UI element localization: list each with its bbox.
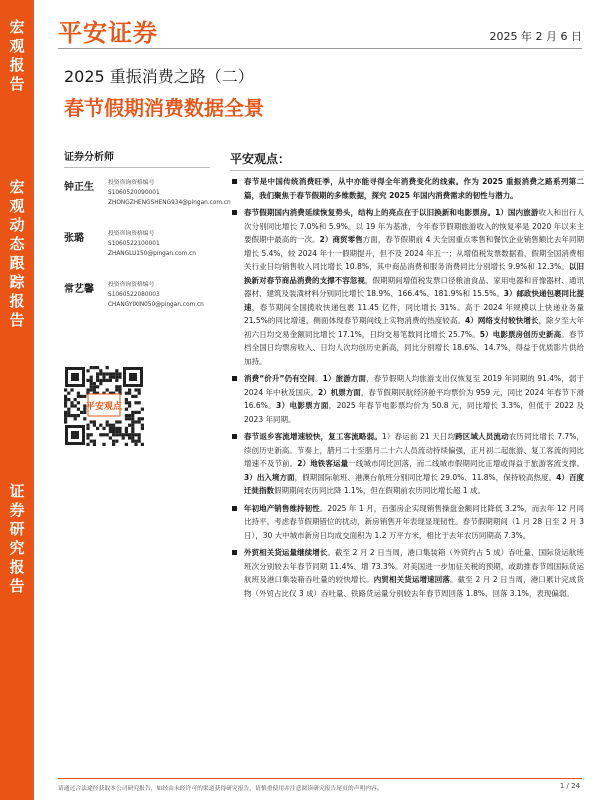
qr-module <box>138 417 141 420</box>
emphasis-text: 5）电影票房创历史新高 <box>479 329 562 339</box>
qr-module <box>138 436 141 439</box>
analyst-email: ZHONGZHENGSHENG934@pingan.com.cn <box>108 200 231 206</box>
body-text: 。2025 年 1 月，百强房企实现销售操盘金额同比降低 3.2%，而去年 12 月同比持平。考虑春节假期错位的扰动，新房销售开年表现显现韧性。春节假期期间（1 月 28 日至 2 月 3 日），30 大中城市新房日均成交面积为 1.2 万平方米，相比于去年农历同期高 7.3%。 <box>244 503 585 540</box>
qr-module <box>131 417 134 420</box>
bullet-icon <box>232 506 237 511</box>
qr-module <box>131 430 134 433</box>
qr-module <box>118 427 121 430</box>
qr-module <box>86 436 89 439</box>
qr-module <box>125 392 128 395</box>
company-logo: 平安证券 <box>58 18 158 47</box>
qr-module <box>112 424 115 427</box>
qr-module <box>93 382 96 385</box>
qr-module <box>99 424 102 427</box>
qr-module <box>125 433 128 436</box>
qr-module <box>77 401 80 404</box>
qr-module <box>128 388 131 391</box>
qr-module <box>90 388 93 391</box>
emphasis-text: 春节假期国内消费延续恢复势头，结构上的亮点在于以旧换新和电影票房。 <box>244 208 496 217</box>
qr-module <box>115 430 118 433</box>
qr-module <box>125 417 128 420</box>
body-text: 。春节档全国日均票房收入、日均人次均创历史新高，同比分别增长 18.6%、14.7%，得益于优质影片供给加持。 <box>244 329 585 366</box>
qr-module <box>131 411 134 414</box>
qr-module <box>93 385 96 388</box>
qr-module <box>109 430 112 433</box>
qr-module <box>96 366 99 369</box>
analyst-qualification-label: 投资咨询资格编号 <box>108 231 155 237</box>
qr-center-label: 平安观点 <box>85 402 123 412</box>
viewpoint-heading: 平安观点： <box>230 150 584 171</box>
footer-disclaimer: 请通过合法途径获取本公司研究报告，如经由未经许可的渠道获得研究报告，请慎重使用并注意阅读研究报告尾页的声明内容。 <box>58 786 383 792</box>
qr-module <box>106 366 109 369</box>
qr-module <box>125 427 128 430</box>
qr-module <box>134 401 137 404</box>
analyst-entry <box>64 229 210 269</box>
qr-module <box>128 414 131 417</box>
report-category-label: 宏观报告 <box>9 18 25 93</box>
viewpoint-paragraph <box>230 546 584 600</box>
body-text: 方面，春节假期前 4 天全国重点零售和餐饮企业销售额比去年同期增长 5.4%，较 2024 年十一假期提升，但不及 2024 年五一；从增值税发票数据看，假期全国消费相关行业日均销售收入同比增长 10.8%，其中商品消费和服务消费同比分别增长 9.9%和 12.3%。 <box>244 235 585 271</box>
qr-module <box>141 408 144 411</box>
bullet-icon <box>232 376 237 381</box>
qr-module <box>128 392 131 395</box>
qr-module <box>77 392 80 395</box>
qr-module <box>128 436 131 439</box>
qr-module <box>134 443 137 446</box>
qr-module <box>118 376 121 379</box>
qr-module <box>106 372 109 375</box>
qr-module <box>131 414 134 417</box>
qr-module <box>70 388 73 391</box>
qr-module <box>83 395 86 398</box>
qr-module <box>115 376 118 379</box>
footer-divider <box>58 778 582 779</box>
qr-module <box>125 443 128 446</box>
qr-module <box>86 427 89 430</box>
emphasis-text: 2）商贸零售 <box>319 235 363 244</box>
body-text: ，春节期间全国揽收快递包裹 11.45 亿件，同比增长 31%。高于 2024 年规模以上快递业务量 21.5%的同比增速，侧面体现春节期间线上实物消费的热度较高。 <box>244 302 584 325</box>
qr-module <box>93 420 96 423</box>
report-type-label: 宏观动态跟踪报告 <box>9 178 25 329</box>
qr-module <box>96 372 99 375</box>
qr-module <box>86 424 89 427</box>
qr-module <box>128 401 131 404</box>
analyst-panel <box>64 148 231 331</box>
qr-module <box>134 411 137 414</box>
qr-module <box>115 379 118 382</box>
emphasis-text: 以旧换新对春节商品消费的支撑不容忽视 <box>244 262 584 285</box>
qr-module <box>141 417 144 420</box>
analyst-name: 常艺馨 <box>64 284 94 295</box>
qr-module <box>109 376 112 379</box>
qr-module <box>128 404 131 407</box>
qr-module <box>86 379 89 382</box>
qr-module <box>115 440 118 443</box>
qr-module <box>109 424 112 427</box>
qr-module <box>138 420 141 423</box>
qr-module <box>125 408 128 411</box>
analyst-license-number: S1060522080003 <box>108 292 160 298</box>
emphasis-text: 2）机票方面 <box>318 387 361 397</box>
bullet-icon <box>232 210 237 215</box>
viewpoint-paragraphs <box>230 175 584 600</box>
qr-module <box>112 372 115 375</box>
qr-module <box>99 369 102 372</box>
body-text: ，假期期间增值税发票口径粮油食品、家用电器和音像器材、通讯器材、建筑及装潢材料分别同比增长 18.9%、166.4%、181.9%和 15.5%。 <box>244 275 585 298</box>
qr-module <box>125 401 128 404</box>
qr-module <box>96 385 99 388</box>
qr-module <box>99 379 102 382</box>
emphasis-text: 3）邮政快递包裹同比提速 <box>244 289 584 312</box>
qr-module <box>86 369 89 372</box>
qr-module <box>77 395 80 398</box>
body-text: ，除夕至大年初六日均交易金额同比增长 17.1%，日均交易笔数同比增长 25.7%。 <box>244 316 585 339</box>
body-text: ，春节假期民航经济舱平均票价为 959 元，同比 2024 年春节下滑 16.6%。 <box>244 387 585 410</box>
emphasis-text: 春节是中国传统消费旺季，从中亦能寻得全年消费变化的线索。作为 2025 重振消费之路系列第二篇，我们聚焦于春节假期的多维数据，探究 2025 年国内消费需求的韧性与潜力。 <box>244 177 584 200</box>
emphasis-text: 1）旅游方面 <box>322 374 367 383</box>
qr-module <box>115 420 118 423</box>
qr-module <box>90 366 93 369</box>
qr-module <box>122 436 125 439</box>
qr-module <box>115 433 118 436</box>
analyst-heading: 证券分析师 <box>64 148 210 168</box>
analyst-entry <box>64 280 210 320</box>
header-divider <box>58 48 582 49</box>
analyst-email: CHANGYIXIN050@pingan.com.cn <box>108 302 204 308</box>
qr-module <box>109 436 112 439</box>
viewpoint-paragraph <box>230 502 584 543</box>
qr-module <box>86 433 89 436</box>
qr-module <box>134 440 137 443</box>
emphasis-text: 1）国内旅游 <box>495 208 539 217</box>
qr-module <box>86 388 89 391</box>
qr-module <box>134 395 137 398</box>
qr-module <box>128 417 131 420</box>
emphasis-text: 外贸相关货运量继续增长 <box>244 548 328 557</box>
viewpoint-paragraph <box>230 206 584 368</box>
qr-module <box>118 385 121 388</box>
analyst-license-number: S1060520090001 <box>108 190 160 196</box>
qr-module <box>102 372 105 375</box>
emphasis-text: 4）百度迁徙指数 <box>244 472 584 495</box>
qr-module <box>64 417 67 420</box>
qr-module <box>131 424 134 427</box>
qr-module <box>112 433 115 436</box>
qr-module <box>96 379 99 382</box>
qr-module <box>115 385 118 388</box>
qr-module <box>131 436 134 439</box>
qr-module <box>112 430 115 433</box>
qr-module <box>131 440 134 443</box>
qr-module <box>96 427 99 430</box>
qr-module <box>70 414 73 417</box>
emphasis-text: 内贸相关货运增速回落 <box>373 575 451 584</box>
qr-module <box>74 417 77 420</box>
qr-module <box>93 366 96 369</box>
qr-module <box>134 433 137 436</box>
emphasis-text: 2）地铁客运量 <box>297 459 349 468</box>
qr-module <box>70 401 73 404</box>
qr-module <box>74 398 77 401</box>
qr-module <box>80 395 83 398</box>
qr-module <box>64 411 67 414</box>
qr-module <box>80 411 83 414</box>
qr-module <box>125 398 128 401</box>
report-title: 春节假期消费数据全景 <box>64 96 264 120</box>
analyst-name: 钟正生 <box>64 182 94 193</box>
qr-module <box>115 369 118 372</box>
qr-module <box>102 433 105 436</box>
qr-module <box>106 424 109 427</box>
qr-module <box>112 427 115 430</box>
qr-module <box>122 433 125 436</box>
qr-module <box>118 420 121 423</box>
qr-module <box>118 372 121 375</box>
qr-module <box>99 382 102 385</box>
qr-module <box>77 408 80 411</box>
body-text: 1）春运前 21 天日均 <box>381 432 456 441</box>
emphasis-text: 4）网络支付较快增长 <box>465 316 539 325</box>
qr-module <box>70 404 73 407</box>
qr-module <box>106 379 109 382</box>
sidebar <box>0 0 34 800</box>
page-number: 1 / 24 <box>559 782 580 790</box>
qr-module <box>74 404 77 407</box>
qr-module <box>109 379 112 382</box>
emphasis-text: 3）电影票方面 <box>276 401 329 410</box>
qr-module <box>141 427 144 430</box>
body-text: 农历同比增长 7.7%，续创历史新高。节奏上，腊月二十至腊月二十六人员流动持续偏强，正月初二起旅游、复工客流的同比增速不及节前。 <box>244 432 584 468</box>
qr-module <box>106 388 109 391</box>
research-report-label: 证券研究报告 <box>9 482 25 595</box>
qr-module <box>138 401 141 404</box>
analyst-license-number: S1060522100001 <box>108 241 160 247</box>
qr-module <box>125 430 128 433</box>
qr-module <box>67 411 70 414</box>
qr-module <box>138 440 141 443</box>
body-text: 。截至 2 月 2 日当周，港口累计完成货物（外贸占比仅 3 成）吞吐量、铁路货运量分别较去年春节周回落 1.8%、回落 3.1%，表现偏弱。 <box>244 575 584 598</box>
qr-module <box>106 420 109 423</box>
qr-module <box>112 376 115 379</box>
emphasis-text: 消费“价升”仍有空间 <box>244 374 316 383</box>
qr-module <box>77 414 80 417</box>
analyst-qualification-label: 投资咨询资格编号 <box>108 282 155 288</box>
qr-module <box>67 414 70 417</box>
qr-module <box>138 392 141 395</box>
qr-module <box>90 382 93 385</box>
qr-module <box>106 433 109 436</box>
qr-module <box>67 408 70 411</box>
qr-module <box>64 398 67 401</box>
analyst-name: 张璐 <box>64 233 84 244</box>
qr-module <box>134 420 137 423</box>
qr-module <box>131 420 134 423</box>
body-text: 。截至 2 月 2 日当周，港口集装箱（外贸约占 5 成）吞吐量、国际货运航班班次分别较去年春节同期 11.4%、增 73.3%。对美国进一步加征关税的预期，或助推春节周国际货运航班及港口集装箱吞吐量的较快增长。 <box>244 548 585 584</box>
qr-module <box>102 379 105 382</box>
qr-module <box>141 443 144 446</box>
bullet-icon <box>232 179 237 184</box>
qr-module <box>118 433 121 436</box>
qr-module <box>93 443 96 446</box>
qr-module <box>138 388 141 391</box>
emphasis-text: 年初地产销售维持韧性 <box>244 503 320 513</box>
qr-module <box>138 411 141 414</box>
bullet-icon <box>232 550 237 555</box>
qr-module <box>115 372 118 375</box>
qr-module <box>115 427 118 430</box>
qr-module <box>131 433 134 436</box>
qr-module <box>128 424 131 427</box>
analyst-entry <box>64 178 231 218</box>
qr-module <box>83 417 86 420</box>
qr-module <box>118 430 121 433</box>
analyst-qualification-label: 投资咨询资格编号 <box>108 180 155 186</box>
qr-module <box>112 440 115 443</box>
qr-module <box>90 420 93 423</box>
qr-module <box>138 433 141 436</box>
qr-module <box>134 388 137 391</box>
qr-module <box>64 414 67 417</box>
viewpoint-paragraph <box>230 175 584 202</box>
qr-module <box>67 398 70 401</box>
body-text: 一线城市同比回落，而二线城市假期同比正增或得益于旅游客流支撑。 <box>348 459 585 468</box>
body-text: ，春节假期人均旅游支出仅恢复至 2019 年同期的 91.4%，弱于 2024 年中秋及国庆。 <box>244 374 585 397</box>
qr-module <box>64 388 67 391</box>
series-title: 2025 重振消费之路（二） <box>64 67 254 86</box>
qr-module <box>109 427 112 430</box>
body-text: 收入和出行人次分别同比增长 7.0%和 5.9%。以 19 年为基准，今年春节假期旅游收入的恢复率是 2020 年以来主要假期中最高的一次。 <box>244 208 585 244</box>
body-text: ，2025 年春节电影票均价为 50.8 元，同比增长 3.3%，但低于 2022 及 2023 年同期。 <box>244 401 585 424</box>
qr-module <box>99 372 102 375</box>
qr-module <box>118 388 121 391</box>
qr-module <box>64 420 67 423</box>
report-date: 2025 年 2 月 6 日 <box>489 30 582 43</box>
qr-module <box>109 372 112 375</box>
qr-module <box>125 414 128 417</box>
qr-module <box>102 376 105 379</box>
qr-module <box>93 440 96 443</box>
viewpoint-section <box>230 150 584 604</box>
qr-module <box>96 376 99 379</box>
qr-module <box>102 443 105 446</box>
qr-module <box>131 427 134 430</box>
emphasis-text: 春节返乡客流增速较快，复工客流略弱。 <box>244 432 382 441</box>
qr-module <box>90 385 93 388</box>
qr-module <box>131 395 134 398</box>
qr-module <box>99 433 102 436</box>
qr-module <box>102 427 105 430</box>
body-text: 。 <box>315 374 323 383</box>
bullet-icon <box>232 434 237 439</box>
qr-module <box>115 388 118 391</box>
qr-module <box>93 424 96 427</box>
qr-module <box>112 443 115 446</box>
qr-module <box>90 376 93 379</box>
viewpoint-paragraph <box>230 430 584 498</box>
qr-module <box>74 414 77 417</box>
analyst-email: ZHANGLU150@pingan.com.cn <box>108 251 196 257</box>
body-text: 假期期间农历同比降 1.1%，但在假期前农历同比增长超 1 成。 <box>274 486 485 495</box>
viewpoint-paragraph <box>230 372 584 426</box>
qr-module <box>86 443 89 446</box>
qr-module <box>93 388 96 391</box>
qr-module <box>64 404 67 407</box>
qr-module <box>64 401 67 404</box>
qr-module <box>90 379 93 382</box>
qr-module <box>90 433 93 436</box>
body-text: ，假期国际航班、港澳台航班分别同比增长 29.0%、11.8%，保持较高热度。 <box>294 472 557 482</box>
qr-code <box>64 366 144 446</box>
emphasis-text: 3）出入境方面 <box>244 472 295 482</box>
qr-module <box>90 440 93 443</box>
qr-module <box>67 392 70 395</box>
qr-module <box>128 433 131 436</box>
qr-module <box>64 395 67 398</box>
emphasis-text: 跨区域人员流动 <box>455 432 509 441</box>
qr-module <box>141 424 144 427</box>
